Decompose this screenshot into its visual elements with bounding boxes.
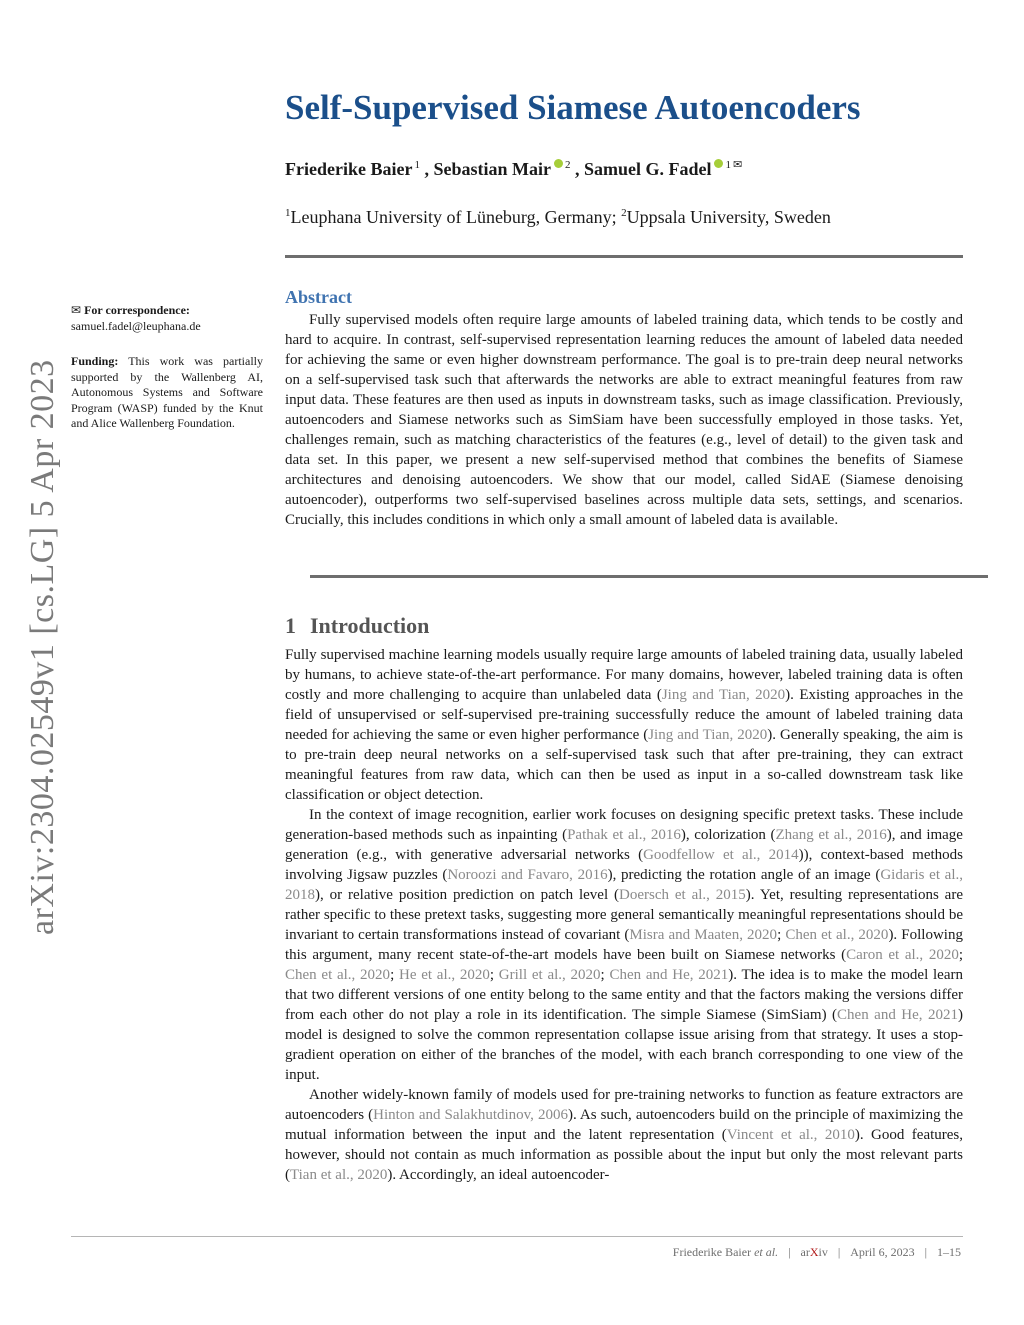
footer-journal: arXiv (800, 1245, 828, 1259)
abstract-text: Fully supervised models often require large amounts of labeled training data, which tends to be costly and hard to acquire. In contrast, self-supervised representation learning reduces the amount of labeled data needed for achieving the same or even higher downstream performance. The goal is to pre-train deep neural networks on a self-supervised task such that afterwards the networks are able to extract meaningful features from raw input data. These features are then used as inputs in downstream tasks, such as image classification. Previously, autoencoders and Siamese networks such as SimSiam have been successfully employed in those tasks. Yet, challenges remain, such as matching characteristics of the features (e.g., level of detail) to the given task and data set. In this paper, we present a new self-supervised method that combines the benefits of Siamese architectures and denoising autoencoders. We show that our model, called SidAE (Siamese denoising autoencoder), outperforms two self-supervised baselines across multiple data sets, settings, and scenarios. Crucially, this includes conditions in which only a small amount of labeled data is available. (285, 312, 963, 528)
citation-link[interactable]: Chen et al., 2020 (785, 927, 889, 943)
citation-link[interactable]: Misra and Maaten, 2020 (629, 927, 778, 943)
orcid-icon[interactable] (714, 159, 723, 168)
citation-link[interactable]: Tian et al., 2020 (290, 1167, 388, 1183)
author-name[interactable]: Friederike Baier (285, 159, 413, 179)
abstract-divider (310, 575, 988, 578)
orcid-icon[interactable] (554, 159, 563, 168)
citation-link[interactable]: Hinton and Salakhutdinov, 2006 (373, 1107, 568, 1123)
funding-box (71, 354, 263, 432)
footer-author: Friederike Baier (672, 1245, 752, 1259)
citation-link[interactable]: Caron et al., 2020 (846, 947, 959, 963)
citation-link[interactable]: Gidaris et al., 2018 (285, 867, 963, 903)
affiliations: $^1$Leuphana University of Lüneburg, Germany; $^2$Uppsala University, Sweden (285, 207, 831, 227)
page-footer: Friederike Baier et al. | arXiv | April 6, 2023 | 1–15 (672, 1245, 961, 1259)
citation-link[interactable]: Pathak et al., 2016 (567, 827, 681, 843)
correspondence-label: For correspondence: (84, 303, 190, 317)
citation-link[interactable]: Goodfellow et al., 2014 (643, 847, 799, 863)
citation-link[interactable]: Vincent et al., 2010 (726, 1127, 855, 1143)
paragraph: Another widely-known family of models used for pre-training networks to function as feature extractors are autoencoders (Hinton and Salakhutdinov, 2006). As such, autoencoders build on the principle of maximizing the mutual information between the input and the latent representation (Vincent et al., 2010). Good features, however, should not contain as much information as possible about the input but only the most relevant parts (Tian et al., 2020). Accordingly, an ideal autoencoder- (285, 1087, 964, 1183)
abstract-heading: Abstract (285, 287, 352, 307)
section-title: Introduction (310, 613, 430, 638)
correspondence-email[interactable]: samuel.fadel@leuphana.de (71, 318, 201, 333)
citation-link[interactable]: Chen and He, 2021 (609, 967, 729, 983)
citation-link[interactable]: Zhang et al., 2016 (775, 827, 887, 843)
title-divider (285, 255, 963, 258)
citation-link[interactable]: Grill et al., 2020 (498, 967, 601, 983)
footer-date: April 6, 2023 (850, 1245, 915, 1259)
paper-title: Self-Supervised Siamese Autoencoders (285, 88, 861, 127)
author-name[interactable]: Sebastian Mair (433, 159, 551, 179)
author-list: Friederike Baier $^1$ , Sebastian Mair $^2$ , Samuel G. Fadel $^1$ ✉ (285, 159, 743, 179)
correspondence-box (71, 303, 263, 334)
citation-link[interactable]: Doersch et al., 2015 (619, 887, 746, 903)
footer-divider (71, 1236, 963, 1237)
paragraph: Fully supervised machine learning models usually require large amounts of labeled training data, usually labeled by humans, to achieve state-of-the-art performance. For many domains, however, labeled training data is often costly and more challenging to acquire than unlabeled data (Jing and Tian, 2020). Existing approaches in the field of unsupervised or self-supervised pre-training successfully reduce the amount of labeled training data needed for achieving the same or even higher performance (Jing and Tian, 2020). Generally speaking, the aim is to pre-train deep neural networks on a self-supervised task such that after pre-training, they can extract meaningful features from raw data, which can then be used as input in a so-called downstream task like classification or object detection. (285, 647, 964, 803)
citation-link[interactable]: Jing and Tian, 2020 (648, 727, 768, 743)
funding-text: This work was partially supported by the Wallenberg AI, Autonomous Systems and Software Program (WASP) funded by the Knut and Alice Wallenberg Foundation. (71, 354, 263, 430)
paragraph: In the context of image recognition, earlier work focuses on designing specific pretext tasks. These include generation-based methods such as inpainting (Pathak et al., 2016), colorization (Zhang et al., 2016), and image generation (e.g., with generative adversarial networks (Goodfellow et al., 2014)), context-based methods involving Jigsaw puzzles (Noroozi and Favaro, 2016), predicting the rotation angle of an image (Gidaris et al., 2018), or relative position prediction on patch level (Doersch et al., 2015). Yet, resulting representations are rather specific to these pretext tasks, suggesting more general semantically meaningful representations should be invariant to certain transformations instead of covariant (Misra and Maaten, 2020; Chen et al., 2020). Following this argument, many recent state-of-the-art models have been built on Siamese networks (Caron et al., 2020; Chen et al., 2020; He et al., 2020; Grill et al., 2020; Chen and He, 2021). The idea is to make the model learn that two different versions of one entity belong to the same entity and that the factors making the versions differ from each other do not play a role in its identification. The simple Siamese (SimSiam) (Chen and He, 2021) model is designed to solve the common representation collapse issue arising from that strategy. It uses a stop-gradient operation on either of the branches of the model, with each branch corresponding to one view of the input. (285, 807, 963, 1083)
envelope-icon[interactable]: ✉ (732, 159, 743, 171)
section-heading (285, 613, 429, 639)
citation-link[interactable]: Chen and He, 2021 (837, 1007, 958, 1023)
author-name[interactable]: Samuel G. Fadel (583, 159, 712, 179)
introduction-body (285, 645, 963, 1185)
citation-link[interactable]: Jing and Tian, 2020 (661, 687, 786, 703)
citation-link[interactable]: He et al., 2020 (398, 967, 490, 983)
footer-pages: 1–15 (937, 1245, 961, 1259)
citation-link[interactable]: Noroozi and Favaro, 2016 (447, 867, 608, 883)
funding-label: Funding: (71, 354, 119, 368)
section-number: 1 (285, 613, 296, 638)
citation-link[interactable]: Chen et al., 2020 (285, 967, 391, 983)
envelope-icon: ✉ (71, 303, 82, 317)
arxiv-identifier: arXiv:2304.02549v1 [cs.LG] 5 Apr 2023 (24, 359, 61, 935)
